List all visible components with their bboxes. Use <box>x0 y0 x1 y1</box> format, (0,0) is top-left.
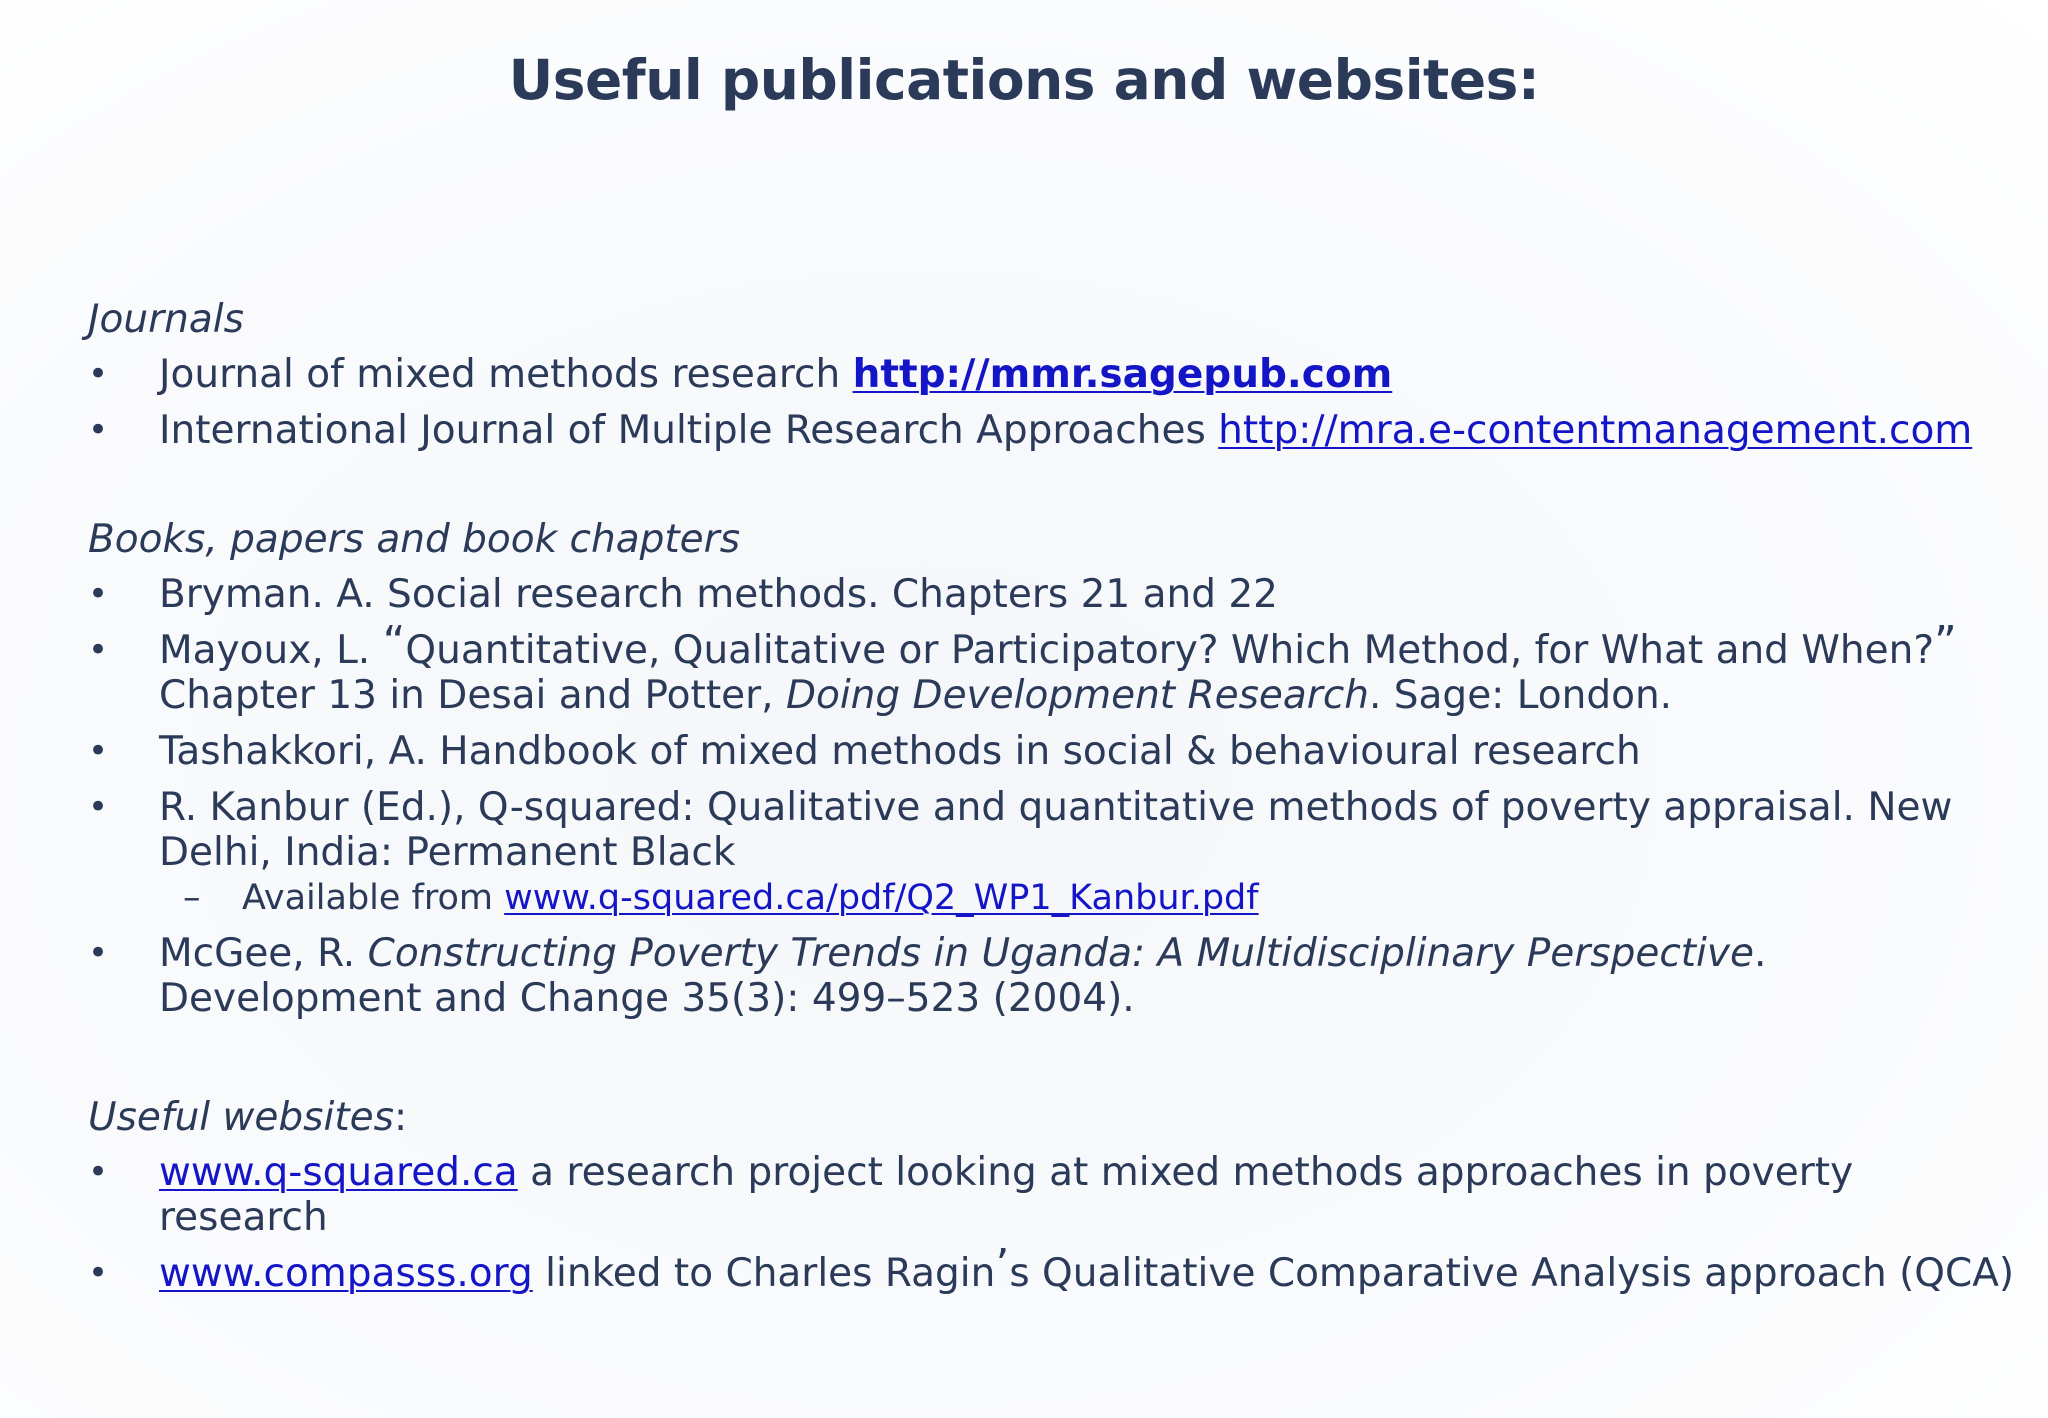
book-subitem-available <box>88 877 2008 919</box>
book-item-text: Mayoux, L. <box>159 628 383 673</box>
compasss-link[interactable]: www.compasss.org <box>159 1251 533 1296</box>
book-item-mayoux <box>88 617 2008 718</box>
slide-title: Useful publications and websites: <box>508 48 1540 112</box>
book-item-text: McGee, R. <box>159 931 368 976</box>
close-quote: ” <box>1934 617 1957 668</box>
book-item-mcgee <box>88 931 2008 1021</box>
book-item-text: . Sage: London. <box>1368 673 1673 718</box>
book-item-text: Delhi, India: Permanent Black <box>159 830 736 875</box>
subitem-text: Available from <box>242 878 505 918</box>
bullet-dot: • <box>88 630 109 670</box>
book-item-text: R. Kanbur (Ed.), Q-squared: Qualitative and quantitative methods of poverty appraisal. New <box>159 785 1953 830</box>
websites-heading-text: Useful websites <box>88 1095 394 1140</box>
bullet-dot: • <box>88 787 109 827</box>
bullet-dot: • <box>88 933 109 973</box>
kanbur-pdf-link[interactable]: www.q-squared.ca/pdf/Q2_WP1_Kanbur.pdf <box>504 878 1259 918</box>
journal-item-text: International Journal of Multiple Research Approaches <box>159 408 1219 453</box>
websites-heading-colon: : <box>393 1095 408 1140</box>
dash-marker: – <box>183 878 201 918</box>
website-item-text: research <box>159 1195 328 1240</box>
book-item-text: Tashakkori, A. Handbook of mixed methods in social & behavioural research <box>159 729 1641 774</box>
website-item-text: linked to Charles Ragin <box>532 1251 996 1296</box>
journal-item <box>88 408 2008 453</box>
book-item-title: Quantitative, Qualitative or Participatory? Which Method, for What and When? <box>405 628 1935 673</box>
website-item-text: a research project looking at mixed methods approaches in poverty <box>517 1150 1854 1195</box>
apostrophe-mark: ’ <box>995 1240 1010 1291</box>
qsquared-link[interactable]: www.q-squared.ca <box>159 1150 518 1195</box>
bullet-dot: • <box>88 574 109 614</box>
book-item-text: . <box>1753 931 1767 976</box>
journal-link-mmr[interactable]: http://mmr.sagepub.com <box>852 352 1393 397</box>
website-item-text: s Qualitative Comparative Analysis approach (QCA) <box>1009 1251 2015 1296</box>
bullet-dot: • <box>88 731 109 771</box>
book-item-bryman <box>88 572 2008 617</box>
book-item-text: Chapter 13 in Desai and Potter, <box>159 673 786 718</box>
website-item <box>88 1240 2015 1296</box>
bullet-dot: • <box>88 1152 109 1192</box>
bullet-dot: • <box>88 354 109 394</box>
open-quote: “ <box>382 617 406 668</box>
bullet-dot: • <box>88 410 109 450</box>
slide-content <box>88 296 2015 1307</box>
journals-heading: Journals <box>88 297 244 342</box>
book-item-text: Development and Change 35(3): 499–523 (2004). <box>159 976 1135 1021</box>
bullet-dot: • <box>88 1253 109 1293</box>
journal-item-text: Journal of mixed methods research <box>159 352 853 397</box>
journal-link-mra[interactable]: http://mra.e-contentmanagement.com <box>1218 408 1973 453</box>
book-item-text: Bryman. A. Social research methods. Chapters 21 and 22 <box>159 572 1278 617</box>
book-item-kanbur <box>88 785 2008 875</box>
books-heading: Books, papers and book chapters <box>88 517 741 562</box>
websites-heading <box>88 1094 2008 1150</box>
website-item <box>88 1150 2008 1240</box>
book-item-tashakkori <box>88 729 2008 774</box>
book-item-italic-title: Constructing Poverty Trends in Uganda: A Multidisciplinary Perspective <box>367 931 1754 976</box>
book-item-italic-title: Doing Development Research <box>785 673 1369 718</box>
journal-item <box>88 352 2008 397</box>
